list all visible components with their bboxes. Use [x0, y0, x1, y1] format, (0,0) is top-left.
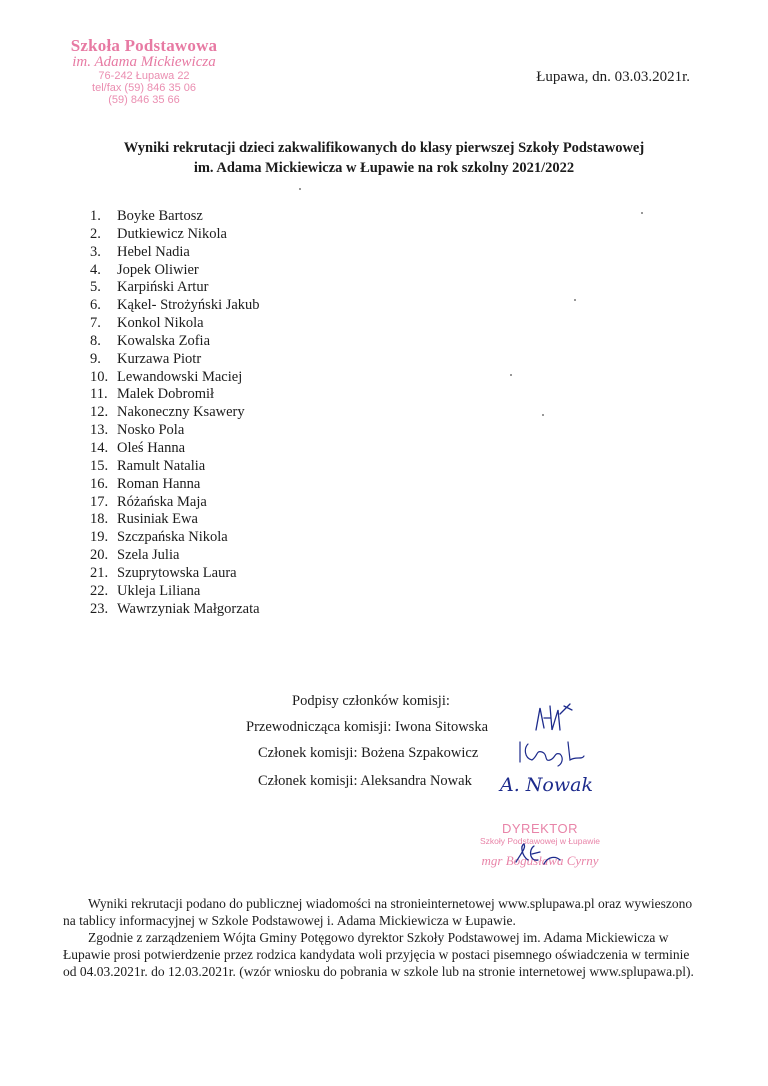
student-item — [90, 511, 260, 529]
student-item — [90, 297, 260, 315]
stamp-subtitle: im. Adama Mickiewicza — [72, 54, 216, 70]
footer-paragraph-2: Zgodnie z zarządzeniem Wójta Gminy Potęgowo dyrektor Szkoły Podstawowej im. Adama Mickiewicza w Łupawie prosi potwierdzenie przez rodzica kandydata woli przyjęcia w postaci pisemnego oświadczenia w terminie od 04.03.2021r. do 12.03.2021r. (wzór wniosku do pobrania w szkole lub na stronie internetowej www.splupawa.pl). — [63, 930, 694, 979]
student-name: Kurzawa Piotr — [117, 350, 202, 367]
footer-notice — [63, 895, 703, 980]
student-number: 20. — [90, 547, 109, 564]
signature-member-3 — [496, 764, 596, 802]
student-name: Ramult Natalia — [117, 457, 206, 474]
student-item — [90, 351, 260, 369]
signature-chair — [526, 700, 586, 740]
student-name: Kąkel- Strożyński Jakub — [117, 297, 260, 314]
student-item — [90, 208, 260, 226]
committee-member-2: Członek komisji: Bożena Szpakowicz — [258, 745, 479, 761]
signature-text: A. Nowak — [500, 774, 593, 796]
student-item — [90, 476, 260, 494]
student-name: Karpiński Artur — [117, 279, 209, 296]
footer-paragraph-1: Wyniki rekrutacji podano do publicznej wiadomości na stronieinternetowej www.splupawa.pl oraz wywieszono na tablicy informacyjnej w Szkole Podstawowej i. Adama Mickiewicza w Łupawie. — [63, 896, 693, 928]
student-item — [90, 529, 260, 547]
student-number: 13. — [90, 422, 109, 439]
student-item — [90, 315, 260, 333]
title-line-1: Wyniki rekrutacji dzieci zakwalifikowanych do klasy pierwszej Szkoły Podstawowej — [123, 140, 645, 156]
student-item — [90, 601, 260, 619]
student-name: Ukleja Liliana — [117, 582, 201, 599]
student-name: Rusiniak Ewa — [117, 511, 198, 528]
student-number: 10. — [90, 368, 109, 385]
student-item — [90, 458, 260, 476]
student-item — [90, 583, 260, 601]
student-item — [90, 422, 260, 440]
student-number: 2. — [90, 225, 101, 242]
student-item — [90, 279, 260, 297]
student-number: 9. — [90, 350, 101, 367]
student-number: 12. — [90, 404, 109, 421]
director-name: mgr Bogusława Cyrny — [481, 853, 599, 868]
student-number: 1. — [90, 208, 101, 224]
student-name: Dutkiewicz Nikola — [117, 225, 227, 242]
student-name: Boyke Bartosz — [117, 208, 203, 224]
student-name: Konkol Nikola — [117, 315, 204, 332]
document-date: Łupawa, dn. 03.03.2021r. — [536, 69, 690, 85]
stamp-title: Szkoła Podstawowa — [70, 36, 218, 55]
student-name: Oleś Hanna — [117, 439, 186, 456]
student-item — [90, 494, 260, 512]
student-number: 14. — [90, 439, 109, 456]
student-item — [90, 547, 260, 565]
student-item — [90, 565, 260, 583]
signature-director — [508, 838, 568, 872]
scan-speck — [510, 374, 512, 376]
student-item — [90, 440, 260, 458]
student-name: Hebel Nadia — [117, 243, 190, 260]
scan-speck — [542, 414, 544, 416]
student-number: 4. — [90, 261, 101, 278]
student-number: 11. — [90, 386, 108, 403]
student-number: 16. — [90, 475, 109, 492]
stamp-phone: (59) 846 35 66 — [108, 94, 180, 106]
student-number: 21. — [90, 564, 109, 581]
student-name: Jopek Oliwier — [117, 261, 199, 278]
student-number: 8. — [90, 332, 101, 349]
student-number: 19. — [90, 529, 109, 546]
student-name: Lewandowski Maciej — [117, 368, 243, 385]
student-item — [90, 244, 260, 262]
scan-speck — [641, 212, 643, 214]
student-item — [90, 386, 260, 404]
student-name: Szuprytowska Laura — [117, 564, 237, 581]
student-name: Roman Hanna — [117, 475, 201, 492]
director-school: Szkoły Podstawowej w Łupawie — [479, 836, 600, 846]
stamp-telfax: tel/fax (59) 846 35 06 — [92, 82, 196, 94]
student-name: Kowalska Zofia — [117, 332, 211, 349]
student-item — [90, 333, 260, 351]
committee-member-chair: Przewodnicząca komisji: Iwona Sitowska — [246, 719, 489, 735]
student-number: 3. — [90, 243, 101, 260]
student-name: Różańska Maja — [117, 493, 207, 510]
student-item — [90, 262, 260, 280]
student-name: Nosko Pola — [117, 422, 185, 439]
student-name: Szela Julia — [117, 547, 180, 564]
student-number: 6. — [90, 297, 101, 314]
committee-member-3: Członek komisji: Aleksandra Nowak — [258, 773, 472, 789]
title-line-2: im. Adama Mickiewicza w Łupawie na rok szkolny 2021/2022 — [193, 160, 575, 176]
student-number: 17. — [90, 493, 109, 510]
scan-speck — [299, 188, 301, 190]
scan-speck — [574, 299, 576, 301]
student-name: Szczpańska Nikola — [117, 529, 228, 546]
student-name: Malek Dobromił — [117, 386, 215, 403]
student-item — [90, 226, 260, 244]
student-number: 22. — [90, 582, 109, 599]
student-number: 23. — [90, 600, 109, 617]
committee-heading: Podpisy członków komisji: — [292, 693, 450, 709]
student-name: Wawrzyniak Małgorzata — [117, 600, 260, 617]
student-number: 7. — [90, 315, 101, 332]
student-number: 15. — [90, 457, 109, 474]
student-number: 18. — [90, 511, 109, 528]
student-item — [90, 404, 260, 422]
student-number: 5. — [90, 279, 101, 296]
student-item — [90, 369, 260, 387]
student-list — [90, 208, 260, 618]
stamp-address: 76-242 Łupawa 22 — [98, 70, 190, 82]
director-title: DYREKTOR — [502, 821, 578, 836]
school-stamp — [44, 36, 244, 106]
student-name: Nakoneczny Ksawery — [117, 404, 245, 421]
document-title — [60, 138, 708, 178]
